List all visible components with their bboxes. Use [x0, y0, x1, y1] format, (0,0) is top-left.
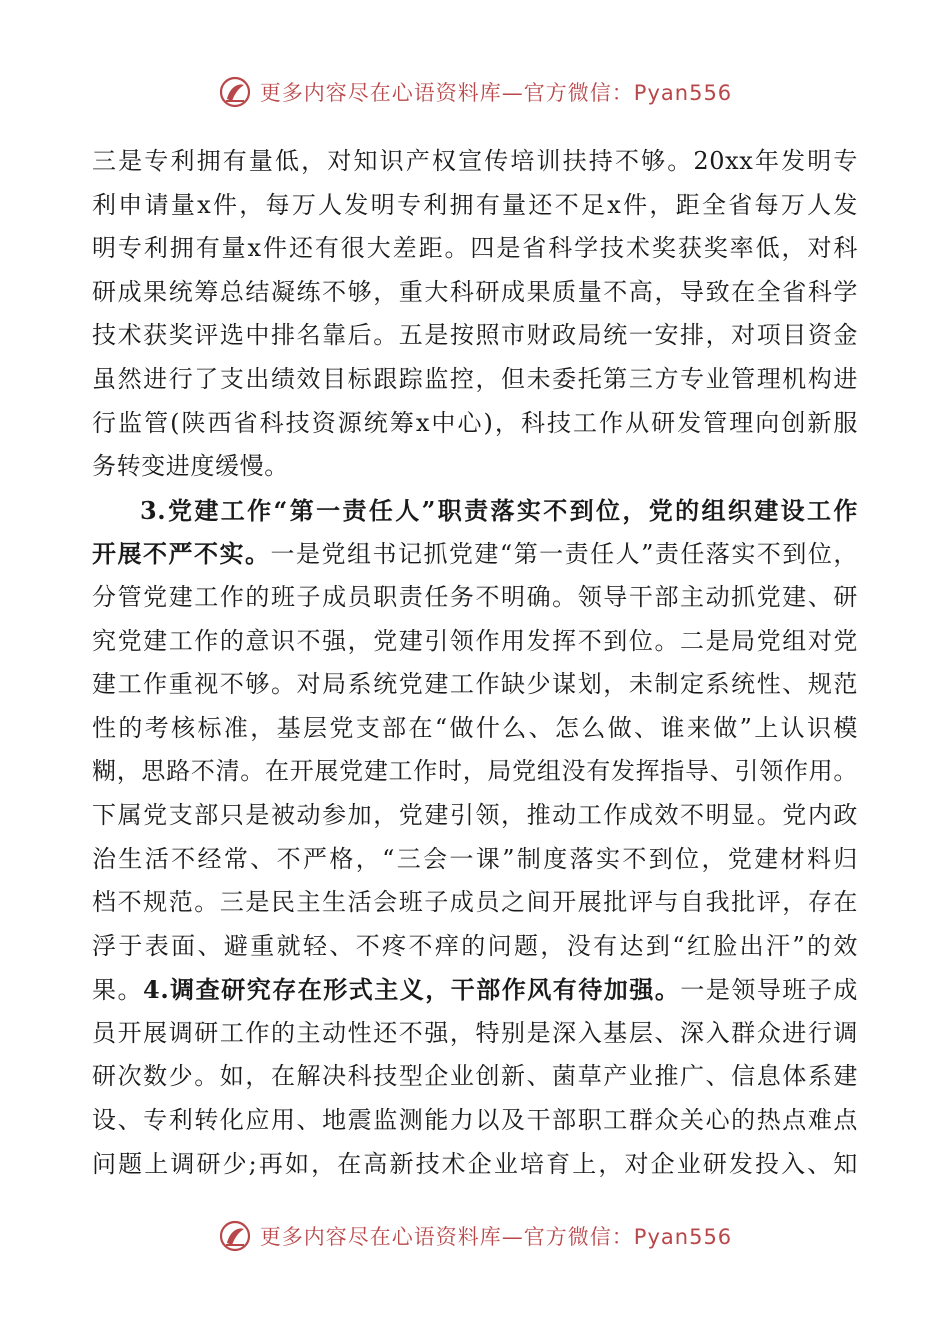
text-line-24: 问题上调研少;再如，在高新技术企业培育上，对企业研发投入、知: [92, 1149, 858, 1178]
text-line-21: 员开展调研工作的主动性还不强，特别是深入基层、深入群众进行调: [92, 1018, 858, 1047]
text-line-13: 建工作重视不够。对局系统党建工作缺少谋划，未制定系统性、规范: [92, 670, 858, 699]
text-line-2: 利申请量x件，每万人发明专利拥有量还不足x件，距全省每万人发: [92, 190, 858, 219]
text-line-15: 糊，思路不清。在开展党建工作时，局党组没有发挥指导、引领作用。: [92, 757, 858, 786]
text-line-19: 浮于表面、避重就轻、不疼不痒的问题，没有达到“红脸出汗”的效: [92, 931, 858, 960]
text-line-6: 虽然进行了支出绩效目标跟踪监控，但未委托第三方专业管理机构进: [92, 364, 858, 393]
text-line-16: 下属党支部只是被动参加，党建引领，推动工作成效不明显。党内政: [92, 800, 858, 829]
header-banner: [0, 72, 950, 112]
text-line-10: 开展不严不实。一是党组书记抓党建“第一责任人”责任落实不到位，: [92, 539, 858, 569]
text-line-14: 性的考核标准，基层党支部在“做什么、怎么做、谁来做”上认识模: [92, 713, 858, 742]
text-line-12: 究党建工作的意识不强，党建引领作用发挥不到位。二是局党组对党: [92, 626, 858, 655]
scroll-logo-icon: [218, 75, 252, 109]
document-body: [92, 140, 858, 1186]
text-line-22: 研次数少。如，在解决科技型企业创新、菌草产业推广、信息体系建: [92, 1062, 858, 1091]
footer-banner: [0, 1216, 950, 1256]
scroll-logo-icon: [218, 1219, 252, 1253]
section-heading-3: 3.党建工作“第一责任人”职责落实不到位，党的组织建设工作: [140, 495, 858, 525]
text-line-8: 务转变进度缓慢。: [92, 452, 289, 481]
text-line-23: 设、专利转化应用、地震监测能力以及干部职工群众关心的热点难点: [92, 1106, 858, 1135]
text-line-20: 果。4.调查研究存在形式主义，干部作风有待加强。一是领导班子成: [92, 975, 858, 1005]
text-line-5: 技术获奖评选中排名靠后。五是按照市财政局统一安排，对项目资金: [92, 321, 858, 350]
text-line-11: 分管党建工作的班子成员职责任务不明确。领导干部主动抓党建、研: [92, 582, 858, 611]
text-line-7: 行监管(陕西省科技资源统筹x中心)，科技工作从研发管理向创新服: [92, 408, 858, 437]
text-line-18: 档不规范。三是民主生活会班子成员之间开展批评与自我批评，存在: [92, 888, 858, 917]
banner-text: 更多内容尽在心语资料库—官方微信：Pyan556: [259, 81, 733, 105]
text-line-17: 治生活不经常、不严格，“三会一课”制度落实不到位，党建材料归: [92, 844, 858, 873]
text-line-4: 研成果统筹总结凝练不够，重大科研成果质量不高，导致在全省科学: [92, 277, 858, 306]
text-line-1: 三是专利拥有量低，对知识产权宣传培训扶持不够。20xx年发明专: [92, 147, 858, 175]
banner-text: 更多内容尽在心语资料库—官方微信：Pyan556: [259, 1225, 733, 1249]
text-line-3: 明专利拥有量x件还有很大差距。四是省科学技术奖获奖率低，对科: [92, 234, 858, 263]
